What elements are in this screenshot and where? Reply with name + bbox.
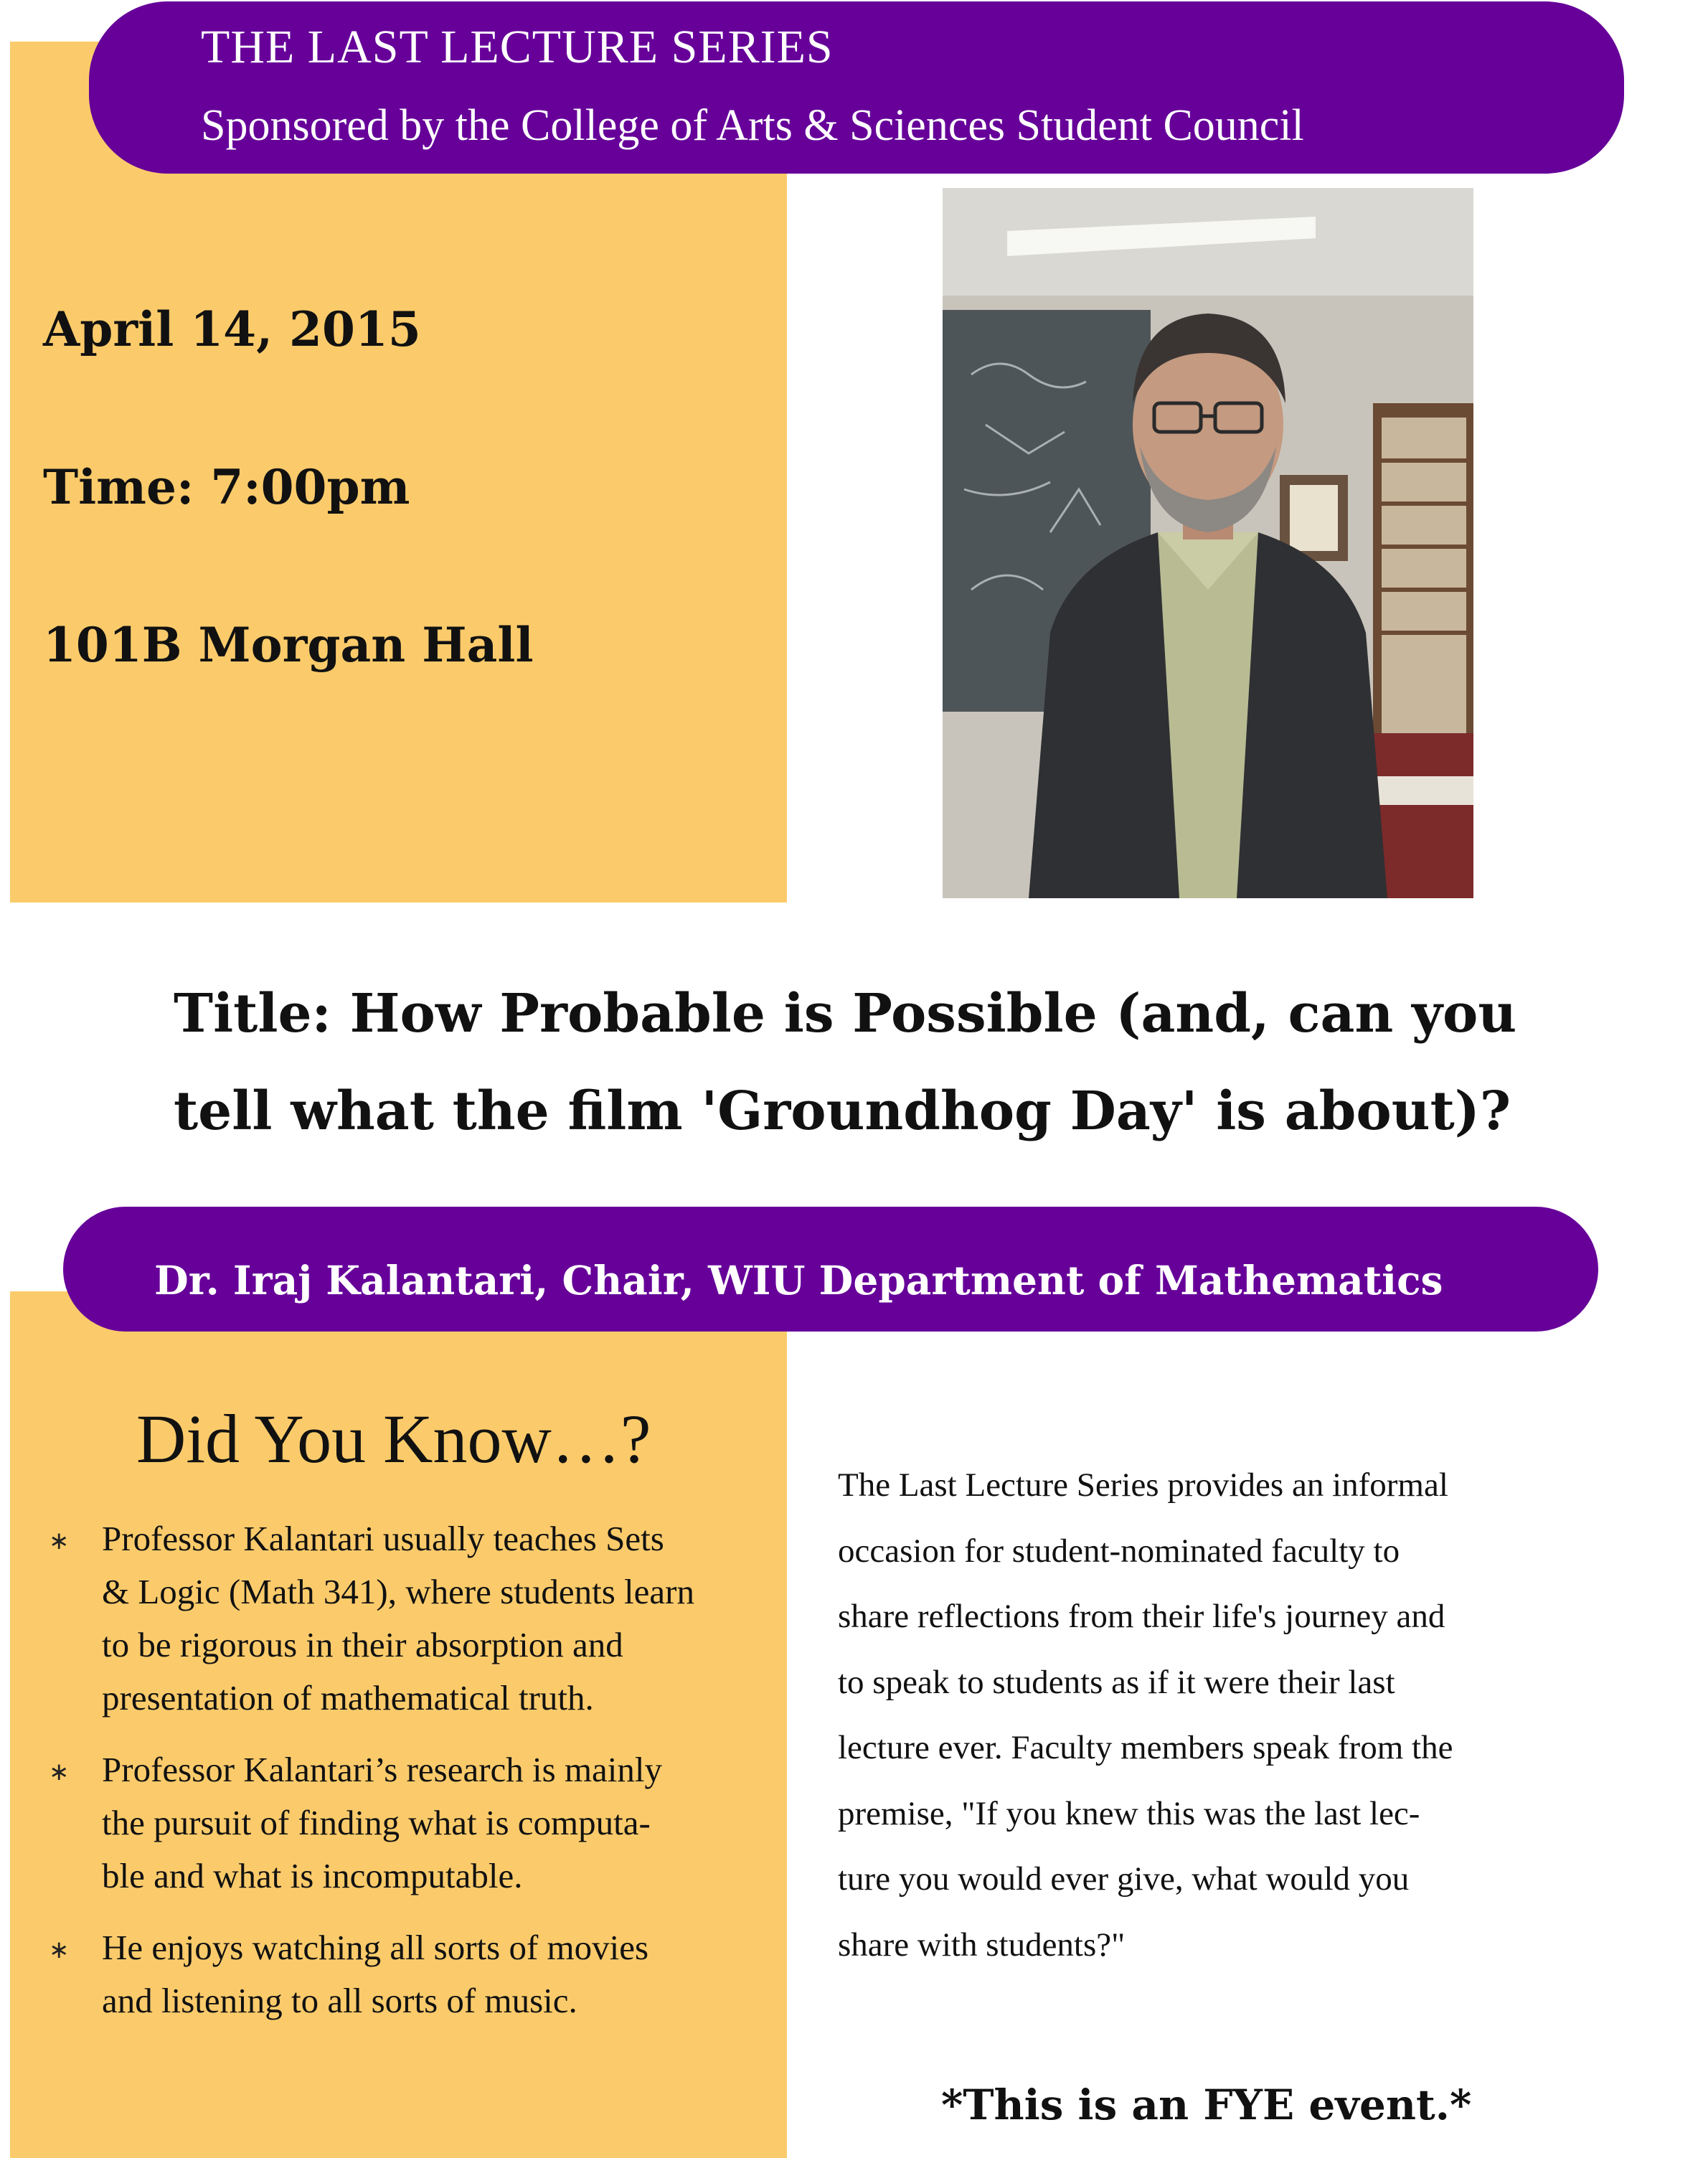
bullet-line: to be rigorous in their absorption and [102, 1625, 623, 1664]
description-line: occasion for student-nominated faculty to [838, 1532, 1400, 1570]
speaker-photo [943, 188, 1473, 898]
bullet-line: Professor Kalantari’s research is mainly [102, 1750, 663, 1789]
asterisk-bullet-icon: ∗ [49, 1759, 70, 1786]
event-date: April 14, 2015 [43, 301, 421, 357]
description-line: The Last Lecture Series provides an informal [838, 1466, 1448, 1504]
description-line: ture you would ever give, what would you [838, 1860, 1410, 1898]
list-item [43, 1743, 760, 1903]
bullet-line: the pursuit of finding what is computa- [102, 1803, 651, 1842]
lecture-title-line-1: Title: How Probable is Possible (and, can you [174, 983, 1517, 1045]
list-item [43, 1512, 760, 1725]
event-location: 101B Morgan Hall [43, 617, 534, 673]
bullet-line: Professor Kalantari usually teaches Sets [102, 1519, 664, 1558]
series-title: THE LAST LECTURE SERIES [201, 21, 834, 73]
sponsor-line: Sponsored by the College of Arts & Sciences Student Council [201, 101, 1304, 150]
did-you-know-heading: Did You Know…? [136, 1400, 651, 1477]
bullet-line: and listening to all sorts of music. [102, 1981, 577, 2020]
speaker-name: Dr. Iraj Kalantari, Chair, WIU Department of Mathematics [154, 1257, 1443, 1304]
lecture-title [174, 965, 1680, 1160]
fye-note: *This is an FYE event.* [941, 2081, 1472, 2129]
description-line: lecture ever. Faculty members speak from the [838, 1729, 1453, 1766]
asterisk-bullet-icon: ∗ [49, 1528, 70, 1555]
bullet-line: ble and what is incomputable. [102, 1856, 523, 1895]
description-line: share with students?" [838, 1926, 1126, 1964]
bullet-line: & Logic (Math 341), where students learn [102, 1572, 694, 1611]
bullet-line: presentation of mathematical truth. [102, 1678, 594, 1718]
did-you-know-list [43, 1512, 760, 2046]
event-time: Time: 7:00pm [43, 459, 410, 515]
bullet-line: He enjoys watching all sorts of movies [102, 1928, 649, 1967]
description-line: share reflections from their life's journey and [838, 1598, 1445, 1635]
lecture-title-line-2: tell what the film 'Groundhog Day' is about)? [174, 1080, 1511, 1142]
description-line: to speak to students as if it were their last [838, 1663, 1395, 1701]
asterisk-bullet-icon: ∗ [49, 1937, 70, 1964]
list-item [43, 1921, 760, 2027]
series-description [838, 1453, 1598, 1978]
description-line: premise, "If you knew this was the last lec- [838, 1794, 1420, 1832]
